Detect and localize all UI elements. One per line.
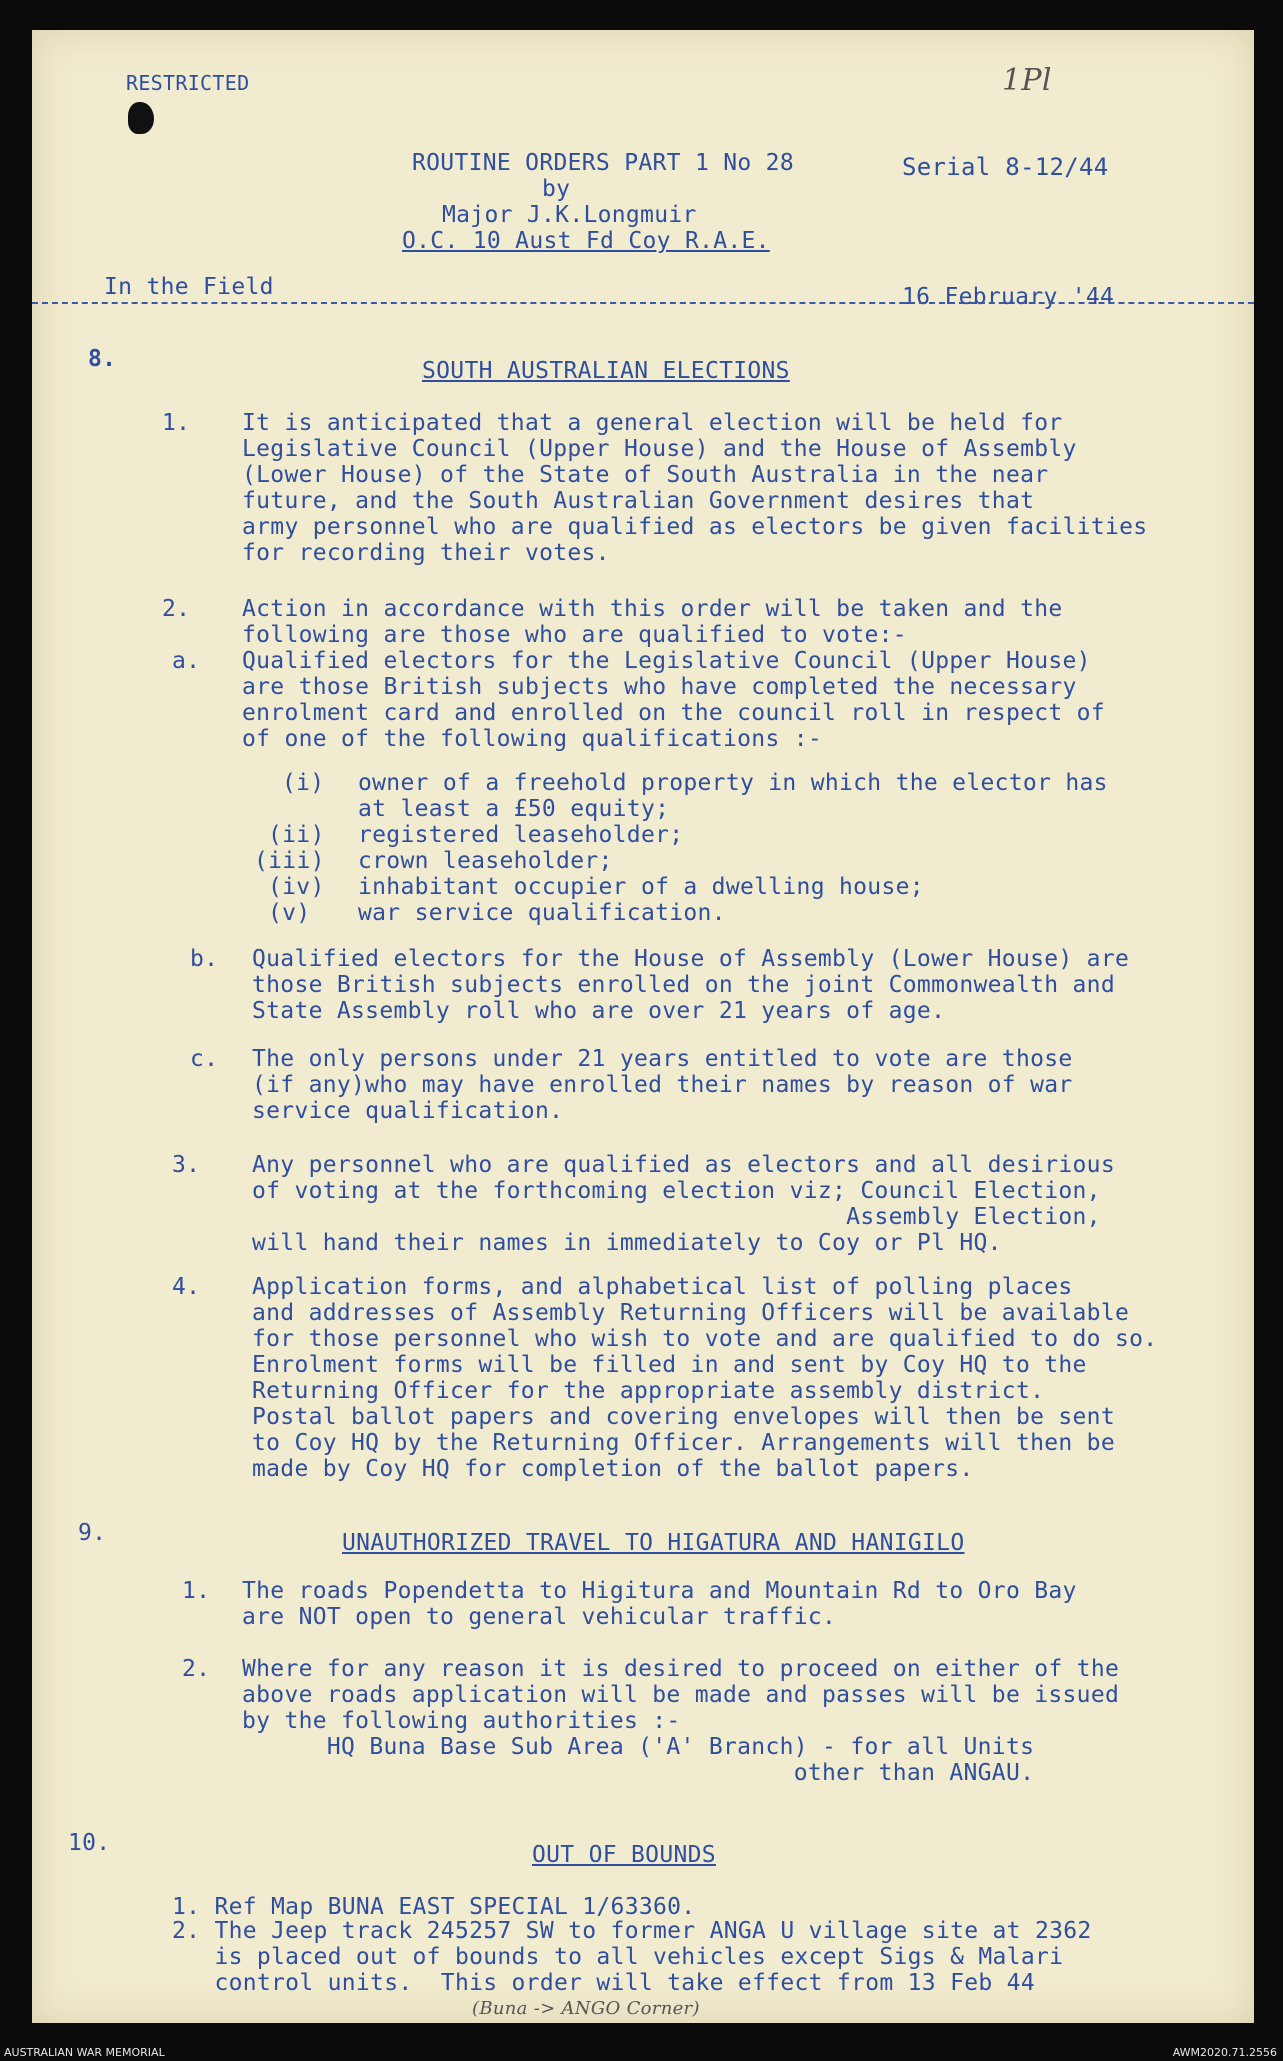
section-9-heading: UNAUTHORIZED TRAVEL TO HIGATURA AND HANIGILO <box>342 1530 965 1556</box>
title-line1: ROUTINE ORDERS PART 1 No 28 <box>412 150 794 176</box>
s8-p1-number: 1. <box>162 410 191 436</box>
qual-text: owner of a freehold property in which the elector has <box>358 770 1108 796</box>
s8-p2-number: 2. <box>162 596 191 622</box>
s8-c-line: service qualification. <box>252 1098 564 1124</box>
s8-a-number: a. <box>172 648 201 674</box>
qual-number: (iii) <box>254 848 325 874</box>
s9-p2-line: other than ANGAU. <box>242 1760 1035 1786</box>
qual-text: inhabitant occupier of a dwelling house; <box>358 874 924 900</box>
s10-p2-line: control units. This order will take effect from 13 Feb 44 <box>172 1970 1035 1996</box>
s8-p1-line: Legislative Council (Upper House) and the House of Assembly <box>242 436 1077 462</box>
s8-c-line: The only persons under 21 years entitled to vote are those <box>252 1046 1073 1072</box>
restricted-stamp: RESTRICTED <box>126 71 250 95</box>
s8-p3-line: Assembly Election, <box>252 1204 1101 1230</box>
header-divider <box>32 302 1254 304</box>
s9-p2-line: HQ Buna Base Sub Area ('A' Branch) - for all Units <box>242 1734 1035 1760</box>
serial-number: Serial 8-12/44 <box>902 153 1109 181</box>
qual-text: war service qualification. <box>358 900 726 926</box>
s9-p1-line: The roads Popendetta to Higitura and Mountain Rd to Oro Bay <box>242 1578 1077 1604</box>
location: In the Field <box>104 274 274 300</box>
qual-text: registered leaseholder; <box>358 822 684 848</box>
s8-b-number: b. <box>190 946 219 972</box>
s8-p1-line: future, and the South Australian Government desires that <box>242 488 1035 514</box>
s8-a-line: of one of the following qualifications :- <box>242 726 823 752</box>
s8-p4-line: made by Coy HQ for completion of the ballot papers. <box>252 1456 974 1482</box>
s8-p1-line: for recording their votes. <box>242 540 610 566</box>
document-date: 16 February '44 <box>902 284 1115 310</box>
s8-p2-line: following are those who are qualified to vote:- <box>242 622 907 648</box>
s8-b-line: those British subjects enrolled on the joint Commonwealth and <box>252 972 1115 998</box>
section-9-number: 9. <box>78 1520 107 1546</box>
s8-p2-line: Action in accordance with this order will be taken and the <box>242 596 1063 622</box>
title-line4: O.C. 10 Aust Fd Coy R.A.E. <box>402 228 770 254</box>
s8-p3-line: of voting at the forthcoming election viz; Council Election, <box>252 1178 1101 1204</box>
torn-hole <box>128 102 154 134</box>
s8-c-number: c. <box>190 1046 219 1072</box>
qual-text: crown leaseholder; <box>358 848 613 874</box>
qual-number: (v) <box>268 900 311 926</box>
s8-p4-line: Returning Officer for the appropriate assembly district. <box>252 1378 1045 1404</box>
section-8-number: 8. <box>88 346 117 372</box>
footer-left: AUSTRALIAN WAR MEMORIAL <box>4 2046 165 2059</box>
section-10-heading: OUT OF BOUNDS <box>532 1842 716 1868</box>
s8-p4-line: Enrolment forms will be filled in and sent by Coy HQ to the <box>252 1352 1087 1378</box>
s8-p4-line: for those personnel who wish to vote and are qualified to do so. <box>252 1326 1158 1352</box>
title-line3: Major J.K.Longmuir <box>442 202 697 228</box>
title-line2: by <box>542 176 571 202</box>
s8-b-line: State Assembly roll who are over 21 years of age. <box>252 998 946 1024</box>
s8-b-line: Qualified electors for the House of Assembly (Lower House) are <box>252 946 1130 972</box>
s8-p4-line: Postal ballot papers and covering envelopes will then be sent <box>252 1404 1115 1430</box>
handwritten-mark: 1Pl <box>1002 63 1052 98</box>
s9-p1-number: 1. <box>182 1578 211 1604</box>
s8-p3-line: Any personnel who are qualified as electors and all desirious <box>252 1152 1115 1178</box>
s8-p3-line: will hand their names in immediately to Coy or Pl HQ. <box>252 1230 1002 1256</box>
qual-number: (iv) <box>268 874 325 900</box>
s10-p2-line: 2. The Jeep track 245257 SW to former ANGA U village site at 2362 <box>172 1918 1092 1944</box>
s10-p1: 1. Ref Map BUNA EAST SPECIAL 1/63360. <box>172 1894 696 1920</box>
s8-p4-line: to Coy HQ by the Returning Officer. Arrangements will then be <box>252 1430 1115 1456</box>
s8-a-line: are those British subjects who have completed the necessary <box>242 674 1077 700</box>
s8-p3-number: 3. <box>172 1152 201 1178</box>
qual-text: at least a £50 equity; <box>358 796 670 822</box>
s8-p4-line: and addresses of Assembly Returning Officers will be available <box>252 1300 1130 1326</box>
s8-a-line: Qualified electors for the Legislative Council (Upper House) <box>242 648 1091 674</box>
s8-a-line: enrolment card and enrolled on the council roll in respect of <box>242 700 1105 726</box>
s9-p2-line: Where for any reason it is desired to proceed on either of the <box>242 1656 1120 1682</box>
section-8-heading: SOUTH AUSTRALIAN ELECTIONS <box>422 358 790 384</box>
qual-number: (ii) <box>268 822 325 848</box>
s8-p4-number: 4. <box>172 1274 201 1300</box>
s10-p2-line: is placed out of bounds to all vehicles except Sigs & Malari <box>172 1944 1064 1970</box>
s8-c-line: (if any)who may have enrolled their names by reason of war <box>252 1072 1073 1098</box>
qual-number: (i) <box>282 770 325 796</box>
s9-p2-line: by the following authorities :- <box>242 1708 681 1734</box>
s9-p2-line: above roads application will be made and passes will be issued <box>242 1682 1120 1708</box>
section-10-number: 10. <box>68 1830 111 1856</box>
s8-p4-line: Application forms, and alphabetical list of polling places <box>252 1274 1073 1300</box>
document-page <box>32 30 1254 2023</box>
handwritten-note: (Buna -> ANGO Corner) <box>472 1998 700 2019</box>
s9-p1-line: are NOT open to general vehicular traffic. <box>242 1604 837 1630</box>
s8-p1-line: army personnel who are qualified as electors be given facilities <box>242 514 1148 540</box>
footer-right: AWM2020.71.2556 <box>1172 2046 1277 2059</box>
s8-p1-line: (Lower House) of the State of South Australia in the near <box>242 462 1049 488</box>
s8-p1-line: It is anticipated that a general election will be held for <box>242 410 1063 436</box>
s9-p2-number: 2. <box>182 1656 211 1682</box>
